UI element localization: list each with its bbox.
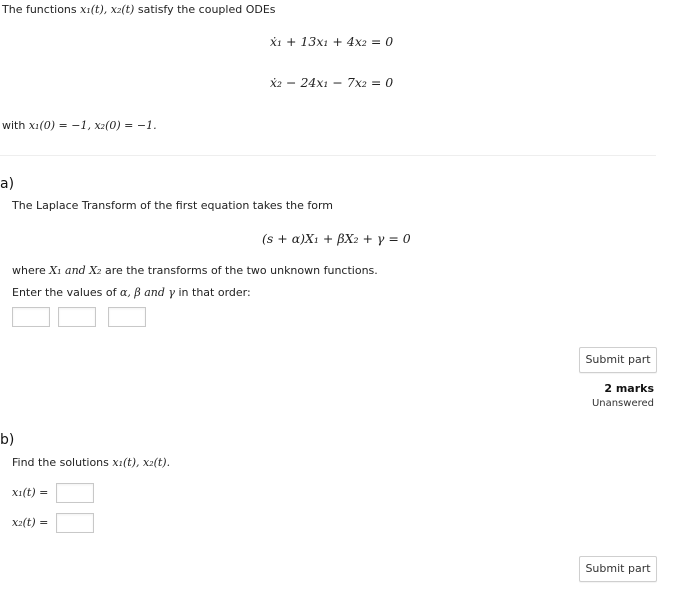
x1-input[interactable] bbox=[56, 483, 94, 503]
with-prefix: with bbox=[2, 119, 29, 132]
where-variables: X₁ and X₂ bbox=[49, 264, 102, 277]
question-intro bbox=[2, 3, 276, 16]
part-b-label: b) bbox=[0, 432, 15, 448]
x2-input[interactable] bbox=[56, 513, 94, 533]
part-b-functions: x₁(t), x₂(t). bbox=[112, 456, 171, 469]
part-a-text: The Laplace Transform of the first equation takes the form bbox=[12, 199, 334, 212]
part-a-label: a) bbox=[0, 176, 15, 192]
enter-suffix: in that order: bbox=[175, 286, 251, 299]
laplace-equation: (s + α)X₁ + βX₂ + γ = 0 bbox=[262, 231, 411, 246]
initial-conditions-values: x₁(0) = −1, x₂(0) = −1. bbox=[28, 119, 157, 132]
initial-conditions bbox=[2, 119, 157, 132]
part-a-where bbox=[12, 264, 378, 277]
where-suffix: are the transforms of the two unknown functions. bbox=[101, 264, 378, 277]
divider bbox=[0, 155, 656, 156]
beta-input[interactable] bbox=[58, 307, 96, 327]
intro-suffix: satisfy the coupled ODEs bbox=[134, 3, 276, 16]
alpha-input[interactable] bbox=[12, 307, 50, 327]
intro-prefix: The functions bbox=[2, 3, 81, 16]
part-a-enter bbox=[12, 286, 251, 299]
part-a-submit-button[interactable]: Submit part bbox=[579, 347, 657, 373]
part-a-marks: 2 marks bbox=[604, 382, 654, 395]
gamma-input[interactable] bbox=[108, 307, 146, 327]
intro-functions: x₁(t), x₂(t) bbox=[80, 3, 135, 16]
enter-variables: α, β and γ bbox=[119, 286, 175, 299]
where-prefix: where bbox=[12, 264, 50, 277]
part-b-text-prefix: Find the solutions bbox=[12, 456, 113, 469]
part-b-text bbox=[12, 456, 170, 469]
ode-equation-1: ẋ₁ + 13x₁ + 4x₂ = 0 bbox=[270, 34, 394, 49]
x2-label: x₂(t) = bbox=[12, 516, 49, 529]
part-b-submit-button[interactable]: Submit part bbox=[579, 556, 657, 582]
ode-equation-2: ẋ₂ − 24x₁ − 7x₂ = 0 bbox=[270, 75, 394, 90]
enter-prefix: Enter the values of bbox=[12, 286, 120, 299]
part-a-status: Unanswered bbox=[591, 398, 654, 409]
x1-label: x₁(t) = bbox=[12, 486, 49, 499]
